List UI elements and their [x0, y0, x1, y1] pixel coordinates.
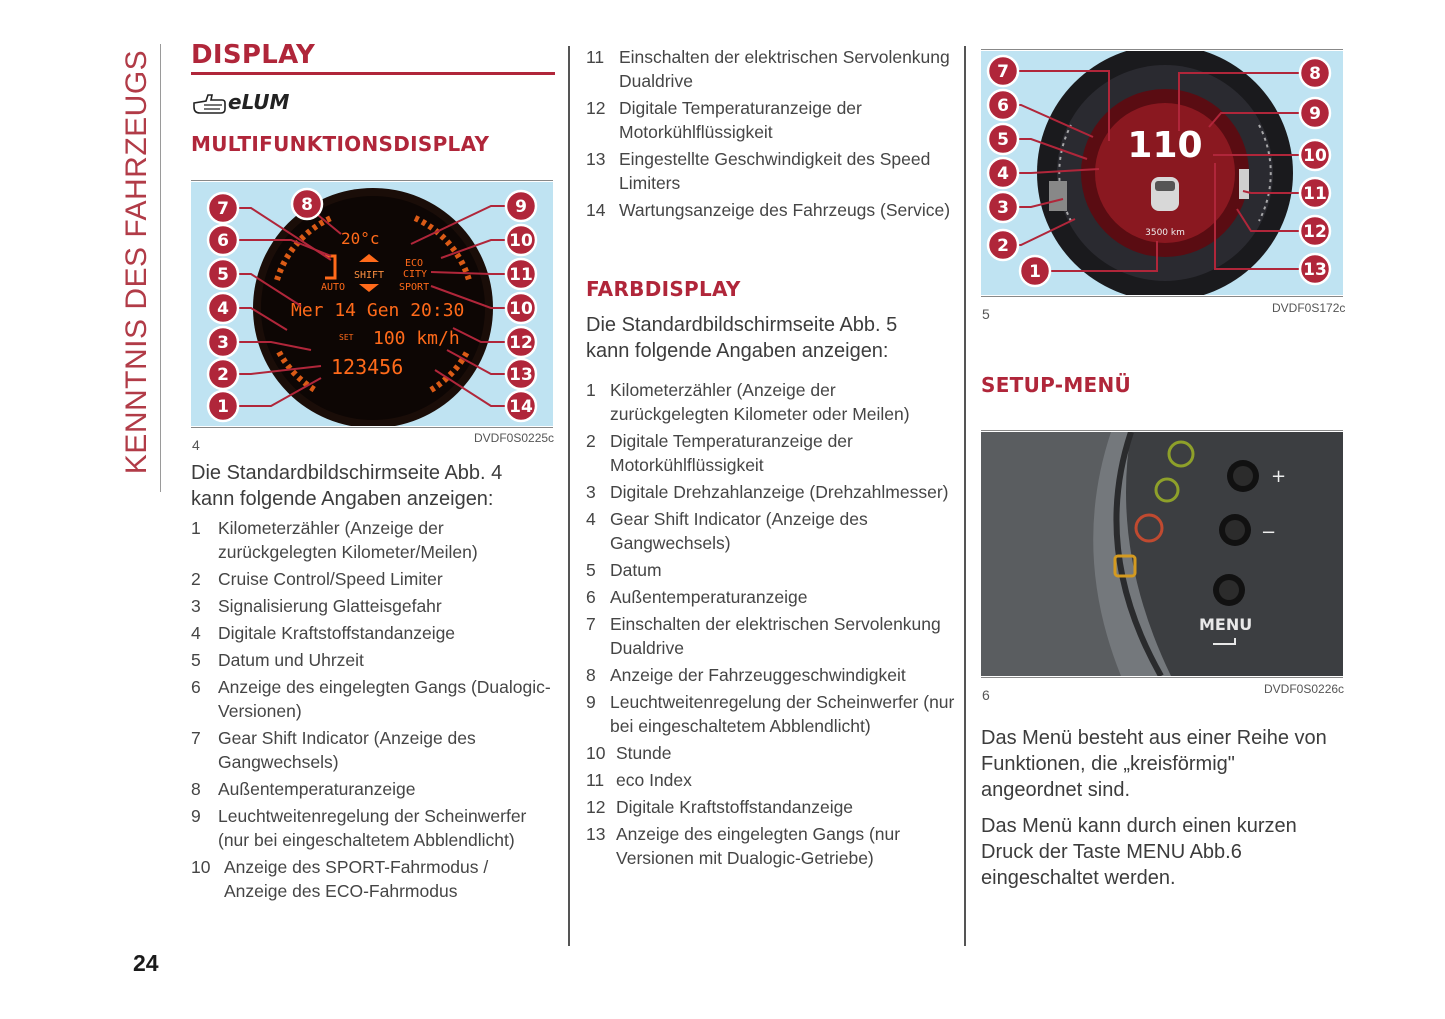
- elum-logo: eLUM: [192, 88, 289, 116]
- svg-text:10: 10: [509, 231, 533, 251]
- svg-text:9: 9: [515, 197, 527, 217]
- svg-text:9: 9: [1309, 104, 1321, 124]
- list-item: [586, 612, 956, 660]
- lcd-date: Mer 14 Gen 20:30: [291, 300, 465, 321]
- svg-text:13: 13: [1303, 260, 1327, 280]
- figure-5-number: 5: [982, 306, 990, 322]
- heading-setup-menu: SETUP-MENÜ: [981, 373, 1132, 397]
- list-item-text: Digitale Temperaturanzeige der Motorkühlflüssigkeit: [610, 431, 853, 475]
- list-item: [586, 822, 956, 870]
- list-item: [586, 45, 956, 93]
- list-item: [586, 198, 956, 222]
- list-item-text: Anzeige des SPORT-Fahrmodus / Anzeige des ECO-Fahrmodus: [224, 857, 489, 901]
- list-item-number: 8: [586, 665, 596, 685]
- list-item-text: Datum: [610, 560, 662, 580]
- list-item: [586, 480, 956, 504]
- lcd-auto: AUTO: [321, 282, 346, 293]
- list-item-text: Anzeige der Fahrzeuggeschwindigkeit: [610, 665, 906, 685]
- lcd-city: CITY: [403, 269, 428, 280]
- col1-intro: Die Standardbildschirmseite Abb. 4 kann folgende Angaben anzeigen:: [191, 462, 503, 510]
- svg-text:10: 10: [1303, 146, 1327, 166]
- figure-4-lcd-display: [191, 182, 553, 426]
- list-item: [586, 558, 956, 582]
- svg-text:2: 2: [997, 236, 1009, 256]
- lcd-speed: 100 km/h: [373, 328, 460, 349]
- list-item-text: Gear Shift Indicator (Anzeige des Gangwechsels): [610, 509, 868, 553]
- list-item-text: Signalisierung Glatteisgefahr: [218, 596, 442, 616]
- figure-6-menu-buttons: [981, 432, 1343, 676]
- list-item-number: 10: [191, 857, 211, 877]
- svg-text:1: 1: [217, 397, 229, 417]
- list-item-number: 12: [586, 797, 606, 817]
- heading-farbdisplay: FARBDISPLAY: [586, 277, 741, 301]
- svg-text:2: 2: [217, 365, 229, 385]
- list-item-text: Gear Shift Indicator (Anzeige des Gangwechsels): [218, 728, 476, 772]
- list-item: [191, 648, 553, 672]
- col2-intro: Die Standardbildschirmseite Abb. 5 kann folgende Angaben anzeigen:: [586, 314, 898, 362]
- list-item-text: Cruise Control/Speed Limiter: [218, 569, 443, 589]
- svg-text:3: 3: [997, 198, 1009, 218]
- figure-6-number: 6: [982, 687, 990, 703]
- list-item: [191, 675, 553, 723]
- list-item-text: Anzeige des eingelegten Gangs (Dualogic-Versionen): [218, 677, 551, 721]
- svg-text:13: 13: [509, 365, 533, 385]
- menu-button-label: MENU: [1199, 615, 1253, 634]
- color-display-speed: 110: [1127, 125, 1203, 166]
- list-item-text: Außentemperaturanzeige: [218, 779, 416, 799]
- list-item-number: 4: [191, 623, 201, 643]
- list-item-text: Stunde: [616, 743, 672, 763]
- list-item-text: Digitale Drehzahlanzeige (Drehzahlmesser): [610, 482, 949, 502]
- svg-text:−: −: [1261, 522, 1277, 543]
- list-item-text: Wartungsanzeige des Fahrzeugs (Service): [619, 200, 951, 220]
- list-item-number: 6: [586, 587, 596, 607]
- list-item-number: 11: [586, 770, 605, 790]
- svg-text:8: 8: [1309, 64, 1321, 84]
- list-item-number: 5: [191, 650, 201, 670]
- col2-continued-list: [586, 45, 956, 225]
- svg-text:3: 3: [217, 333, 229, 353]
- svg-text:12: 12: [1303, 222, 1327, 242]
- lcd-set: SET: [339, 333, 354, 342]
- list-item: [586, 768, 956, 792]
- list-item: [586, 741, 956, 765]
- figure-5-color-display: [981, 51, 1343, 295]
- list-item-text: Digitale Kraftstoffstandanzeige: [616, 797, 854, 817]
- list-item-number: 11: [586, 47, 605, 67]
- figure-4-number: 4: [192, 437, 200, 453]
- list-item-text: Anzeige des eingelegten Gangs (nur Versionen mit Dualogic-Getriebe): [616, 824, 901, 868]
- column-divider-2: [964, 46, 966, 946]
- svg-text:12: 12: [509, 333, 533, 353]
- list-item-number: 14: [586, 200, 606, 220]
- side-divider: [160, 44, 161, 492]
- list-item: [191, 804, 553, 852]
- color-display-odometer: 3500 km: [1145, 228, 1185, 238]
- side-section-title: KENNTNIS DES FAHRZEUGS: [120, 49, 153, 475]
- col2-item-list: [586, 378, 956, 873]
- column-divider-1: [568, 46, 570, 946]
- svg-text:14: 14: [509, 397, 533, 417]
- lcd-temperature: 20°c: [341, 229, 380, 248]
- lcd-odometer: 123456: [331, 355, 404, 379]
- list-item-number: 13: [586, 824, 606, 844]
- list-item-number: 9: [586, 692, 596, 712]
- list-item-text: Digitale Temperaturanzeige der Motorkühlflüssigkeit: [619, 98, 862, 142]
- svg-text:11: 11: [509, 265, 533, 285]
- list-item: [586, 585, 956, 609]
- list-item-number: 7: [586, 614, 596, 634]
- list-item: [191, 621, 553, 645]
- col1-item-list: [191, 516, 553, 906]
- heading-underline: [191, 72, 555, 75]
- list-item: [191, 777, 553, 801]
- figure-6-code: DVDF0S0226c: [1264, 682, 1345, 696]
- list-item: [586, 378, 956, 426]
- list-item-number: 12: [586, 98, 606, 118]
- page-number: 24: [133, 950, 159, 976]
- svg-text:10: 10: [509, 299, 533, 319]
- svg-text:5: 5: [217, 265, 229, 285]
- setup-menu-paragraph-2: Das Menü kann durch einen kurzen Druck der Taste MENU Abb.6 eingeschaltet werden.: [981, 815, 1297, 889]
- list-item-number: 8: [191, 779, 201, 799]
- list-item: [191, 726, 553, 774]
- list-item: [586, 795, 956, 819]
- list-item-text: Leuchtweitenregelung der Scheinwerfer (nur bei eingeschaltetem Abblendlicht): [218, 806, 527, 850]
- svg-text:1: 1: [1029, 262, 1041, 282]
- svg-text:6: 6: [217, 231, 229, 251]
- svg-text:8: 8: [301, 195, 313, 215]
- list-item: [191, 855, 553, 903]
- list-item: [586, 507, 956, 555]
- list-item-text: Außentemperaturanzeige: [610, 587, 808, 607]
- list-item-number: 2: [191, 569, 201, 589]
- heading-multifunktionsdisplay: MULTIFUNKTIONSDISPLAY: [191, 132, 490, 156]
- list-item-number: 13: [586, 149, 606, 169]
- heading-display: DISPLAY: [191, 40, 316, 70]
- svg-text:11: 11: [1303, 184, 1327, 204]
- list-item-number: 1: [191, 518, 201, 538]
- svg-text:+: +: [1271, 466, 1287, 487]
- list-item-text: Datum und Uhrzeit: [218, 650, 364, 670]
- svg-text:7: 7: [217, 199, 229, 219]
- figure-4-code: DVDF0S0225c: [474, 431, 555, 445]
- svg-text:7: 7: [997, 62, 1009, 82]
- list-item-text: Kilometerzähler (Anzeige der zurückgelegten Kilometer oder Meilen): [610, 380, 910, 424]
- pointing-hand-icon: [192, 89, 226, 115]
- list-item: [586, 96, 956, 144]
- list-item-text: Einschalten der elektrischen Servolenkung Dualdrive: [610, 614, 941, 658]
- svg-text:5: 5: [997, 130, 1009, 150]
- list-item: [586, 147, 956, 195]
- list-item-number: 5: [586, 560, 596, 580]
- list-item-number: 9: [191, 806, 201, 826]
- list-item-number: 1: [586, 380, 596, 400]
- list-item: [191, 594, 553, 618]
- list-item-text: Digitale Kraftstoffstandanzeige: [218, 623, 456, 643]
- lcd-shift: SHIFT: [353, 270, 385, 281]
- list-item-text: eco Index: [616, 770, 692, 790]
- list-item-text: Leuchtweitenregelung der Scheinwerfer (nur bei eingeschaltetem Abblendlicht): [610, 692, 955, 736]
- list-item: [586, 663, 956, 687]
- setup-menu-paragraph-1: Das Menü besteht aus einer Reihe von Funktionen, die „kreisförmig" angeordnet sind.: [981, 727, 1327, 801]
- svg-text:4: 4: [997, 164, 1009, 184]
- list-item: [191, 567, 553, 591]
- list-item-number: 10: [586, 743, 606, 763]
- figure-5-code: DVDF0S172c: [1272, 301, 1346, 315]
- svg-text:6: 6: [997, 96, 1009, 116]
- list-item-number: 3: [586, 482, 596, 502]
- list-item-text: Einschalten der elektrischen Servolenkung Dualdrive: [619, 47, 950, 91]
- list-item: [586, 429, 956, 477]
- list-item-number: 6: [191, 677, 201, 697]
- list-item-number: 4: [586, 509, 596, 529]
- list-item-text: Kilometerzähler (Anzeige der zurückgelegten Kilometer/Meilen): [218, 518, 478, 562]
- list-item: [586, 690, 956, 738]
- lcd-eco: ECO: [405, 258, 424, 269]
- list-item: [191, 516, 553, 564]
- list-item-number: 3: [191, 596, 201, 616]
- list-item-text: Eingestellte Geschwindigkeit des Speed Limiters: [619, 149, 931, 193]
- lcd-sport: SPORT: [399, 282, 430, 293]
- list-item-number: 2: [586, 431, 596, 451]
- svg-text:4: 4: [217, 299, 229, 319]
- list-item-number: 7: [191, 728, 201, 748]
